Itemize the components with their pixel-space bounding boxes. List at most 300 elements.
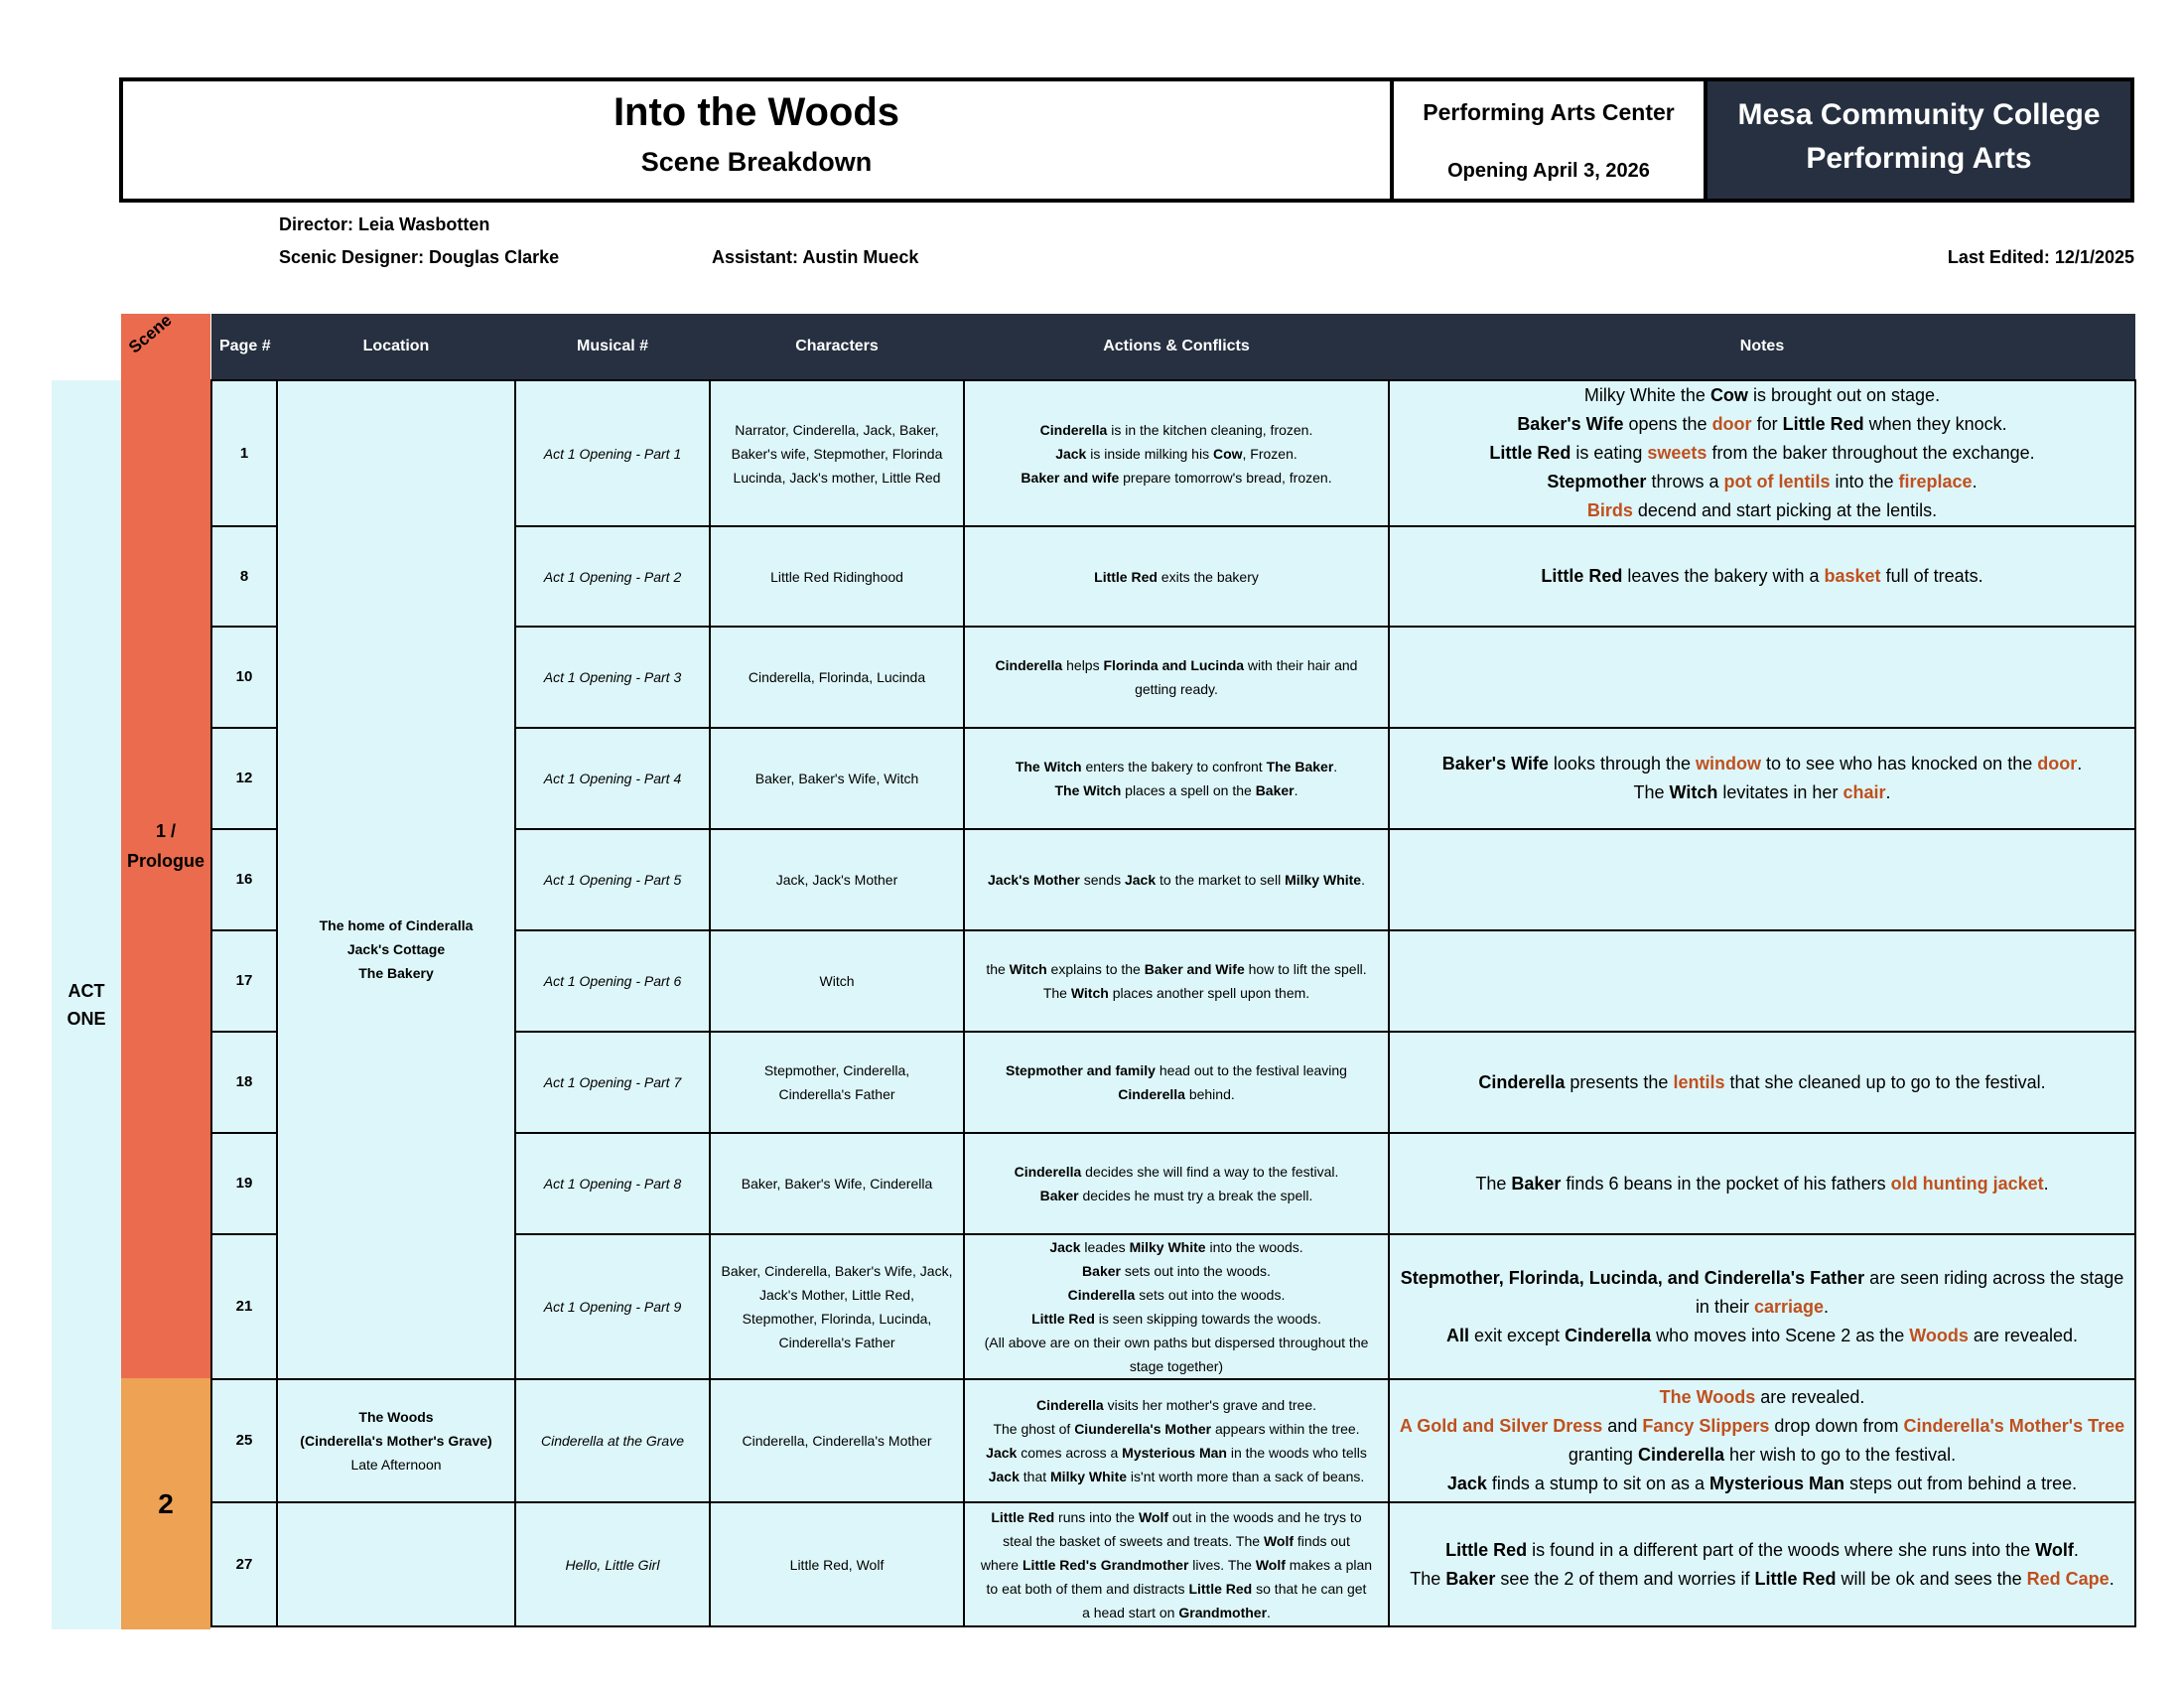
page-number-cell: 12 xyxy=(211,728,277,829)
text-segment: Cow xyxy=(1212,445,1243,462)
actions-cell xyxy=(964,1032,1389,1133)
text-segment: a head start on xyxy=(1082,1604,1179,1620)
text-line xyxy=(968,653,1385,677)
text-segment: Little Red xyxy=(1782,414,1864,434)
title-block xyxy=(123,81,1394,199)
character-line: Cinderella's Father xyxy=(778,1086,895,1102)
scene-column-header: Scene xyxy=(125,310,176,357)
text-line xyxy=(1393,1565,2131,1594)
characters-cell xyxy=(710,1032,964,1133)
page-number-cell: 16 xyxy=(211,829,277,930)
location-line: Jack's Cottage xyxy=(346,941,446,957)
text-segment: Fancy Slippers xyxy=(1642,1416,1770,1436)
character-line: Baker, Baker's Wife, Witch xyxy=(754,771,919,786)
text-segment: The xyxy=(1410,1568,1446,1589)
text-line xyxy=(968,1283,1385,1307)
character-line: Cinderella, Cinderella's Mother xyxy=(742,1433,932,1449)
text-segment: Baker and wife xyxy=(1021,469,1120,486)
musical-number-cell: Act 1 Opening - Part 5 xyxy=(515,829,710,930)
page-column-header: Page # xyxy=(211,314,277,380)
characters-cell xyxy=(710,1234,964,1379)
page-number-cell: 1 xyxy=(211,380,277,526)
character-line: Lucinda, Jack's mother, Little Red xyxy=(733,469,941,486)
text-segment: exits the bakery xyxy=(1157,568,1259,585)
text-line xyxy=(1393,410,2131,439)
text-segment: lentils xyxy=(1673,1071,1725,1092)
location-line: Late Afternoon xyxy=(350,1457,442,1473)
text-line xyxy=(968,1235,1385,1259)
text-segment: Baker xyxy=(1082,1263,1121,1279)
musical-number-cell: Act 1 Opening - Part 6 xyxy=(515,930,710,1032)
text-segment: levitates in her xyxy=(1717,782,1843,802)
text-segment: (All above are on their own paths but dispersed throughout the xyxy=(984,1335,1369,1350)
text-segment: Woods xyxy=(1909,1325,1969,1345)
actions-cell xyxy=(964,526,1389,627)
text-segment: Ciunderella's Mother xyxy=(1074,1421,1212,1437)
text-segment: to to see who has knocked on the xyxy=(1761,754,2038,774)
character-line: Baker, Cinderella, Baker's Wife, Jack, xyxy=(721,1263,953,1279)
text-line xyxy=(968,442,1385,466)
text-line xyxy=(968,1160,1385,1184)
text-segment: helps xyxy=(1062,657,1104,673)
text-segment: Baker xyxy=(1255,782,1295,798)
text-segment: finds out xyxy=(1294,1532,1350,1549)
text-segment: in their xyxy=(1695,1296,1754,1317)
text-segment: Mysterious Man xyxy=(1122,1445,1227,1461)
text-segment: Witch xyxy=(1669,782,1718,802)
text-segment: Wolf xyxy=(2035,1539,2074,1560)
text-segment: The Baker xyxy=(1266,759,1334,774)
college-name: Mesa Community College xyxy=(1737,98,2101,131)
text-line xyxy=(968,1505,1385,1529)
text-segment: see the 2 of them and worries if xyxy=(1495,1568,1755,1589)
text-segment: sets out into the woods. xyxy=(1120,1263,1271,1279)
text-segment: Red Cape xyxy=(2026,1568,2110,1589)
text-line xyxy=(968,1058,1385,1082)
musical-number-cell: Act 1 Opening - Part 4 xyxy=(515,728,710,829)
characters-cell xyxy=(710,380,964,526)
last-edited: Last Edited: 12/1/2025 xyxy=(1947,247,2134,267)
character-line: Little Red, Wolf xyxy=(789,1556,885,1573)
text-segment: . xyxy=(1824,1296,1830,1317)
text-line xyxy=(968,1529,1385,1553)
text-line xyxy=(968,1441,1385,1465)
text-segment: . xyxy=(1361,872,1365,888)
characters-cell xyxy=(710,829,964,930)
text-segment: throws a xyxy=(1646,472,1724,492)
musical-column-header: Musical # xyxy=(515,314,710,380)
text-segment: Baker xyxy=(1511,1173,1562,1194)
text-segment: appears within the tree. xyxy=(1211,1421,1360,1437)
actions-cell xyxy=(964,1133,1389,1234)
text-segment: steal the basket of sweets and treats. The xyxy=(1003,1532,1264,1549)
scene-breakdown-table xyxy=(210,314,2134,1627)
text-line xyxy=(1393,496,2131,525)
text-segment: visits her mother's grave and tree. xyxy=(1103,1397,1317,1413)
text-segment: Jack xyxy=(1446,1474,1487,1493)
text-segment: Jack xyxy=(1124,872,1157,888)
text-line xyxy=(1393,1293,2131,1322)
show-title: Into the Woods xyxy=(613,90,900,134)
assistant-credit: Assistant: Austin Mueck xyxy=(712,247,919,267)
text-line xyxy=(1393,1441,2131,1470)
college-department: Performing Arts xyxy=(1806,142,2032,175)
text-segment: into the xyxy=(1830,472,1899,492)
text-segment: Milky White xyxy=(1285,872,1362,888)
table-header-row xyxy=(211,314,2135,380)
text-segment: Milky White xyxy=(1129,1239,1206,1255)
text-line xyxy=(968,1184,1385,1207)
musical-number-cell: Act 1 Opening - Part 2 xyxy=(515,526,710,627)
character-line: Jack, Jack's Mother xyxy=(775,872,898,888)
text-line xyxy=(968,1601,1385,1624)
text-line xyxy=(968,957,1385,981)
location-line: The home of Cinderalla xyxy=(319,917,474,933)
text-segment: Witch xyxy=(1070,985,1109,1001)
text-line xyxy=(1393,1264,2131,1293)
actions-cell xyxy=(964,380,1389,526)
musical-number-cell: Hello, Little Girl xyxy=(515,1502,710,1626)
text-line xyxy=(968,1417,1385,1441)
text-segment: to eat both of them and distracts xyxy=(986,1580,1189,1597)
college-block xyxy=(1707,81,2130,199)
text-segment: Witch xyxy=(1009,961,1047,977)
text-segment: Cinderella xyxy=(1565,1325,1652,1345)
text-segment: head out to the festival leaving xyxy=(1155,1062,1347,1078)
actions-cell xyxy=(964,1379,1389,1502)
text-segment: A Gold and Silver Dress xyxy=(1399,1416,1603,1436)
text-segment: out in the woods and he trys to xyxy=(1168,1508,1362,1525)
characters-cell xyxy=(710,1379,964,1502)
text-line xyxy=(1393,1383,2131,1412)
text-segment: . xyxy=(2077,754,2083,774)
scene-1-number: 1 / xyxy=(155,821,176,841)
location-cell xyxy=(277,380,515,1379)
actions-cell xyxy=(964,829,1389,930)
table-row xyxy=(211,1502,2135,1626)
text-segment: Little Red xyxy=(1094,568,1158,585)
text-segment: how to lift the spell. xyxy=(1244,961,1367,977)
text-segment: with their hair and xyxy=(1244,657,1358,673)
notes-cell xyxy=(1389,1032,2135,1133)
text-segment: Cinderella xyxy=(995,657,1063,673)
text-segment: Wolf xyxy=(1263,1532,1295,1549)
notes-cell xyxy=(1389,1502,2135,1626)
text-line xyxy=(968,778,1385,802)
actions-cell xyxy=(964,930,1389,1032)
characters-cell xyxy=(710,930,964,1032)
text-line xyxy=(1393,439,2131,468)
text-segment: for xyxy=(1751,414,1783,434)
text-line xyxy=(1393,1170,2131,1198)
text-line xyxy=(1393,750,2131,778)
table-row xyxy=(211,380,2135,526)
text-line xyxy=(968,1259,1385,1283)
text-segment: Wolf xyxy=(1138,1508,1169,1525)
actions-cell xyxy=(964,1502,1389,1626)
text-segment: is seen skipping towards the woods. xyxy=(1094,1311,1321,1327)
text-line xyxy=(1393,1322,2131,1350)
location-cell xyxy=(277,1379,515,1502)
text-segment: leaves the bakery with a xyxy=(1622,566,1825,586)
scene-1-band xyxy=(121,314,210,1378)
page-number-cell: 21 xyxy=(211,1234,277,1379)
character-line: Baker's wife, Stepmother, Florinda xyxy=(731,445,943,462)
text-segment: enters the bakery to confront xyxy=(1081,759,1267,774)
document-header xyxy=(119,77,2134,203)
text-segment: All xyxy=(1446,1325,1470,1345)
text-segment: . xyxy=(2043,1173,2049,1194)
page-number-cell: 18 xyxy=(211,1032,277,1133)
actions-cell xyxy=(964,728,1389,829)
act-label: ACT xyxy=(68,981,105,1001)
text-line xyxy=(968,1082,1385,1106)
character-line: Witch xyxy=(819,973,855,989)
text-segment: basket xyxy=(1824,566,1881,586)
text-line xyxy=(968,1354,1385,1378)
text-segment: Cinderella xyxy=(1039,421,1108,438)
text-segment: Little Red's Grandmother xyxy=(1022,1556,1189,1573)
text-segment: Cinderella xyxy=(1478,1071,1566,1092)
text-segment: that she cleaned up to go to the festival. xyxy=(1724,1071,2046,1092)
text-segment: steps out from behind a tree. xyxy=(1844,1474,2078,1493)
text-segment: Stepmother xyxy=(1547,472,1647,492)
text-segment: The ghost of xyxy=(993,1421,1075,1437)
text-segment: Jack's Mother xyxy=(988,872,1080,888)
character-line: Stepmother, Florinda, Lucinda, xyxy=(742,1311,932,1327)
text-segment: old hunting jacket xyxy=(1890,1173,2044,1194)
text-segment: places another spell upon them. xyxy=(1108,985,1310,1001)
text-segment: Jack xyxy=(1049,1239,1081,1255)
text-segment: Little Red xyxy=(1754,1568,1837,1589)
scene-2-band xyxy=(121,1378,210,1629)
text-segment: Jack xyxy=(988,1469,1020,1484)
character-line: Jack's Mother, Little Red, xyxy=(759,1287,914,1303)
text-segment: Little Red xyxy=(1445,1539,1528,1560)
venue-block xyxy=(1394,81,1707,199)
text-segment: Florinda and Lucinda xyxy=(1103,657,1245,673)
text-segment: Grandmother xyxy=(1178,1604,1268,1620)
character-line: Stepmother, Cinderella, xyxy=(763,1062,910,1078)
text-segment: sends xyxy=(1079,872,1125,888)
text-line xyxy=(968,981,1385,1005)
text-segment: , Frozen. xyxy=(1242,445,1297,462)
notes-cell xyxy=(1389,1379,2135,1502)
text-segment: when they knock. xyxy=(1863,414,2007,434)
text-segment: Milky White xyxy=(1050,1469,1128,1484)
page-number-cell: 25 xyxy=(211,1379,277,1502)
text-line xyxy=(968,418,1385,442)
text-segment: is found in a different part of the woods where she runs into the xyxy=(1527,1539,2036,1560)
text-segment: Baker and Wife xyxy=(1144,961,1245,977)
text-line xyxy=(1393,1068,2131,1097)
text-line xyxy=(968,1331,1385,1354)
text-segment: Birds xyxy=(1586,500,1633,520)
text-segment: Jack xyxy=(986,1445,1018,1461)
text-segment: finds a stump to sit on as a xyxy=(1486,1474,1709,1493)
text-segment: . xyxy=(1972,472,1978,492)
page-number-cell: 17 xyxy=(211,930,277,1032)
opening-date: Opening April 3, 2026 xyxy=(1447,160,1650,182)
text-line xyxy=(968,1393,1385,1417)
text-segment: getting ready. xyxy=(1135,681,1218,697)
text-line xyxy=(1393,1536,2131,1565)
musical-number-cell: Act 1 Opening - Part 3 xyxy=(515,627,710,728)
text-segment: . xyxy=(1267,1604,1271,1620)
text-segment: The Witch xyxy=(1015,759,1082,774)
scene-1-name: Prologue xyxy=(126,851,205,871)
text-segment: presents the xyxy=(1565,1071,1674,1092)
character-line: Cinderella, Florinda, Lucinda xyxy=(748,669,926,685)
text-segment: Cow xyxy=(1709,385,1748,405)
text-segment: runs into the xyxy=(1054,1508,1139,1525)
text-segment: who moves into Scene 2 as the xyxy=(1651,1325,1910,1345)
text-segment: is'nt worth more than a sack of beans. xyxy=(1127,1469,1365,1484)
musical-number-cell: Act 1 Opening - Part 1 xyxy=(515,380,710,526)
text-segment: drop down from xyxy=(1769,1416,1904,1436)
text-segment: to the market to sell xyxy=(1156,872,1286,888)
text-segment: carriage xyxy=(1753,1296,1825,1317)
text-segment: will be ok and sees the xyxy=(1836,1568,2027,1589)
text-segment: prepare tomorrow's bread, frozen. xyxy=(1119,469,1332,486)
location-line: The Woods xyxy=(358,1409,434,1425)
notes-cell xyxy=(1389,380,2135,526)
text-segment: Little Red xyxy=(1541,566,1623,586)
characters-cell xyxy=(710,1133,964,1234)
characters-cell xyxy=(710,1502,964,1626)
notes-cell xyxy=(1389,829,2135,930)
text-segment: window xyxy=(1696,754,1762,774)
actions-column-header: Actions & Conflicts xyxy=(964,314,1389,380)
text-segment: The xyxy=(1475,1173,1512,1194)
page-number-cell: 19 xyxy=(211,1133,277,1234)
text-segment: Baker xyxy=(1445,1568,1496,1589)
text-segment: Milky White the xyxy=(1583,385,1710,405)
text-line xyxy=(968,1577,1385,1601)
text-line xyxy=(968,868,1385,892)
text-segment: opens the xyxy=(1623,414,1712,434)
text-segment: exit except xyxy=(1469,1325,1566,1345)
characters-cell xyxy=(710,627,964,728)
text-line xyxy=(968,466,1385,490)
text-segment: Little Red xyxy=(1489,443,1571,463)
text-segment: Little Red xyxy=(991,1508,1055,1525)
location-line: (Cinderella's Mother's Grave) xyxy=(300,1433,492,1449)
musical-number-cell: Act 1 Opening - Part 8 xyxy=(515,1133,710,1234)
text-segment: her wish to go to the festival. xyxy=(1723,1445,1957,1465)
musical-number-cell: Act 1 Opening - Part 9 xyxy=(515,1234,710,1379)
text-segment: Cinderella xyxy=(1035,1397,1104,1413)
text-segment: door xyxy=(2037,754,2078,774)
scene-2-number: 2 xyxy=(158,1487,174,1519)
page-number-cell: 8 xyxy=(211,526,277,627)
text-segment: are seen riding across the stage xyxy=(1864,1267,2124,1288)
text-segment: . xyxy=(1333,759,1338,774)
text-segment: Cinderella xyxy=(1014,1164,1082,1180)
text-segment: . xyxy=(1885,782,1891,802)
text-segment: and xyxy=(1602,1416,1643,1436)
text-line xyxy=(1393,778,2131,807)
notes-cell xyxy=(1389,1234,2135,1379)
text-segment: Cinderella's Mother's Tree xyxy=(1903,1416,2125,1436)
text-segment: Baker xyxy=(1039,1188,1079,1203)
text-line xyxy=(1393,562,2131,591)
text-segment: is eating xyxy=(1570,443,1648,463)
character-line: Cinderella's Father xyxy=(778,1335,895,1350)
text-segment: looks through the xyxy=(1548,754,1697,774)
notes-cell xyxy=(1389,1133,2135,1234)
notes-column-header: Notes xyxy=(1389,314,2135,380)
text-segment: makes a plan xyxy=(1285,1556,1373,1573)
table-body xyxy=(211,380,2135,1626)
text-segment: the xyxy=(986,961,1010,977)
text-segment: pot of lentils xyxy=(1723,472,1831,492)
text-segment: leades xyxy=(1080,1239,1130,1255)
director-credit: Director: Leia Wasbotten xyxy=(279,214,490,234)
text-line xyxy=(1393,1412,2131,1441)
text-segment: sets out into the woods. xyxy=(1135,1287,1286,1303)
page-number-cell: 27 xyxy=(211,1502,277,1626)
text-segment: Little Red xyxy=(1188,1580,1253,1597)
text-segment: granting xyxy=(1568,1445,1638,1465)
text-segment: . xyxy=(1294,782,1298,798)
text-segment: full of treats. xyxy=(1880,566,1983,586)
text-segment: explains to the xyxy=(1046,961,1145,977)
text-segment: . xyxy=(2109,1568,2115,1589)
character-line: Baker, Baker's Wife, Cinderella xyxy=(741,1176,933,1192)
text-segment: Stepmother, Florinda, Lucinda, and Cinderella's Father xyxy=(1400,1267,1865,1288)
text-segment: are revealed. xyxy=(1755,1387,1865,1407)
text-segment: Stepmother and family xyxy=(1006,1062,1156,1078)
text-segment: is in the kitchen cleaning, frozen. xyxy=(1107,421,1313,438)
text-segment: sweets xyxy=(1647,443,1707,463)
notes-cell xyxy=(1389,526,2135,627)
text-segment: fireplace xyxy=(1898,472,1973,492)
text-segment: is inside milking his xyxy=(1086,445,1213,462)
notes-cell xyxy=(1389,930,2135,1032)
text-segment: stage together) xyxy=(1129,1358,1224,1374)
text-segment: Cinderella xyxy=(1067,1287,1136,1303)
text-line xyxy=(1393,468,2131,496)
text-segment: Mysterious Man xyxy=(1709,1474,1845,1493)
act-number: ONE xyxy=(67,1009,106,1029)
text-segment: comes across a xyxy=(1017,1445,1123,1461)
location-column-header: Location xyxy=(277,314,515,380)
text-segment: Wolf xyxy=(1255,1556,1286,1573)
venue-name: Performing Arts Center xyxy=(1423,99,1675,125)
text-line xyxy=(968,1553,1385,1577)
text-line xyxy=(968,565,1385,589)
text-line xyxy=(968,1465,1385,1488)
text-segment: decides he must try a break the spell. xyxy=(1078,1188,1313,1203)
text-segment: The xyxy=(1633,782,1670,802)
text-line xyxy=(968,755,1385,778)
location-cell xyxy=(277,1502,515,1626)
text-segment: Little Red xyxy=(1031,1311,1095,1327)
notes-cell xyxy=(1389,728,2135,829)
character-line: Little Red Ridinghood xyxy=(770,568,903,585)
musical-number-cell: Act 1 Opening - Part 7 xyxy=(515,1032,710,1133)
text-segment: are revealed. xyxy=(1968,1325,2078,1345)
act-one-band xyxy=(52,380,121,1629)
text-segment: The Woods xyxy=(1659,1387,1756,1407)
text-line xyxy=(1393,381,2131,410)
text-segment: Cinderella xyxy=(1637,1445,1724,1465)
text-segment: door xyxy=(1711,414,1752,434)
text-segment: from the baker throughout the exchange. xyxy=(1706,443,2035,463)
text-segment: Jack xyxy=(1055,445,1087,462)
characters-column-header: Characters xyxy=(710,314,964,380)
